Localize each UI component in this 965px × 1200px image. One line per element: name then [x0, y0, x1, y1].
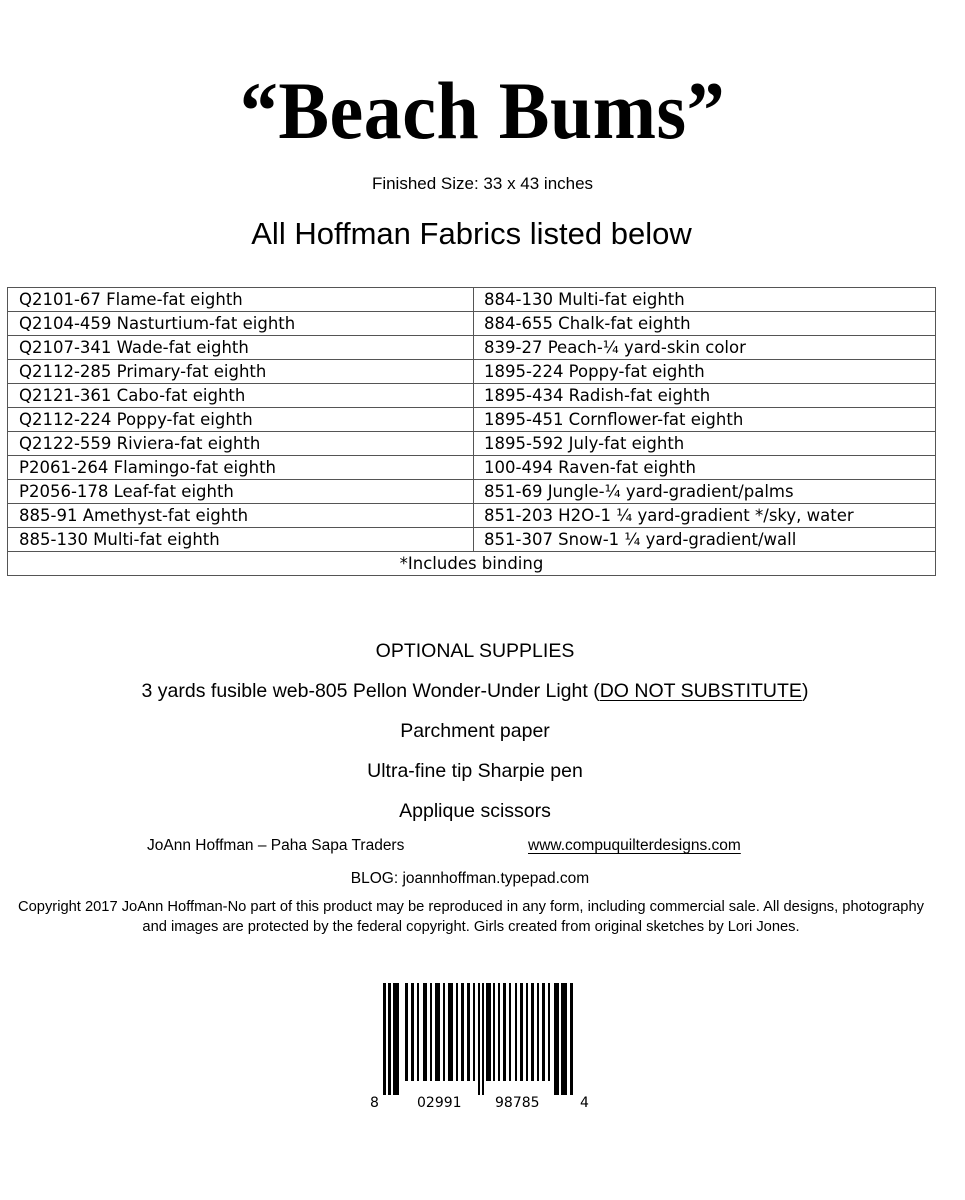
pattern-title: “Beach Bums”	[239, 65, 726, 157]
barcode-bars-icon	[368, 983, 608, 1113]
table-footnote-row	[8, 552, 936, 576]
table-row	[8, 504, 936, 528]
supply-item-fusible-web	[0, 680, 950, 720]
fabric-cell: Q2101-67 Flame-fat eighth	[8, 288, 474, 312]
fusible-prefix: 3 yards fusible web-805 Pellon Wonder-Under Light (	[141, 680, 600, 702]
fabric-cell: 100-494 Raven-fat eighth	[474, 456, 936, 480]
supply-item: Applique scissors	[399, 800, 551, 822]
fabric-cell: 851-203 H2O-1 ¼ yard-gradient */sky, water	[474, 504, 936, 528]
table-row	[8, 384, 936, 408]
fabric-cell: 851-307 Snow-1 ¼ yard-gradient/wall	[474, 528, 936, 552]
fabrics-table	[7, 287, 936, 576]
fabric-cell: Q2112-224 Poppy-fat eighth	[8, 408, 474, 432]
supply-item: Parchment paper	[400, 720, 550, 742]
table-row	[8, 456, 936, 480]
fusible-suffix: )	[801, 680, 809, 702]
upc-barcode	[368, 983, 608, 1113]
supplies-heading: OPTIONAL SUPPLIES	[375, 640, 575, 662]
fabric-cell: 1895-451 Cornflower-fat eighth	[474, 408, 936, 432]
barcode-left-group: 02991	[417, 1095, 462, 1111]
fabric-cell: 1895-224 Poppy-fat eighth	[474, 360, 936, 384]
barcode-first-digit: 8	[370, 1095, 379, 1111]
fabric-cell: 885-91 Amethyst-fat eighth	[8, 504, 474, 528]
table-row	[8, 360, 936, 384]
fabric-cell: 1895-434 Radish-fat eighth	[474, 384, 936, 408]
copyright-notice: Copyright 2017 JoAnn Hoffman-No part of this product may be reproduced in any form, including commercial sale. All designs, photography and images are protected by the federal copyright. Girls created from original sketches by Lori Jones.	[18, 899, 924, 935]
table-row	[8, 432, 936, 456]
table-row	[8, 288, 936, 312]
optional-supplies	[0, 640, 950, 840]
table-row	[8, 528, 936, 552]
website-link[interactable]: www.compuquilterdesigns.com	[528, 837, 741, 854]
fabric-cell: Q2104-459 Nasturtium-fat eighth	[8, 312, 474, 336]
fabric-cell: Q2122-559 Riviera-fat eighth	[8, 432, 474, 456]
barcode-check-digit: 4	[580, 1095, 589, 1111]
fabric-cell: 1895-592 July-fat eighth	[474, 432, 936, 456]
supply-item: Ultra-fine tip Sharpie pen	[367, 760, 583, 782]
fabric-cell: 851-69 Jungle-¼ yard-gradient/palms	[474, 480, 936, 504]
table-row	[8, 312, 936, 336]
fabric-cell: 884-130 Multi-fat eighth	[474, 288, 936, 312]
fabric-cell: 839-27 Peach-¼ yard-skin color	[474, 336, 936, 360]
fabric-cell: 884-655 Chalk-fat eighth	[474, 312, 936, 336]
fabrics-heading: All Hoffman Fabrics listed below	[251, 216, 692, 251]
blog-link[interactable]: BLOG: joannhoffman.typepad.com	[350, 870, 590, 887]
fabric-cell: P2056-178 Leaf-fat eighth	[8, 480, 474, 504]
fabric-cell: P2061-264 Flamingo-fat eighth	[8, 456, 474, 480]
fabric-cell: Q2121-361 Cabo-fat eighth	[8, 384, 474, 408]
fabric-cell: Q2107-341 Wade-fat eighth	[8, 336, 474, 360]
table-row	[8, 408, 936, 432]
fabric-cell: 885-130 Multi-fat eighth	[8, 528, 474, 552]
table-row	[8, 480, 936, 504]
do-not-substitute-note: DO NOT SUBSTITUTE	[599, 680, 802, 702]
fabric-cell: Q2112-285 Primary-fat eighth	[8, 360, 474, 384]
finished-size: Finished Size: 33 x 43 inches	[371, 174, 594, 193]
barcode-right-group: 98785	[495, 1095, 540, 1111]
binding-footnote: *Includes binding	[8, 552, 936, 576]
author-credit: JoAnn Hoffman – Paha Sapa Traders	[147, 837, 405, 854]
table-row	[8, 336, 936, 360]
